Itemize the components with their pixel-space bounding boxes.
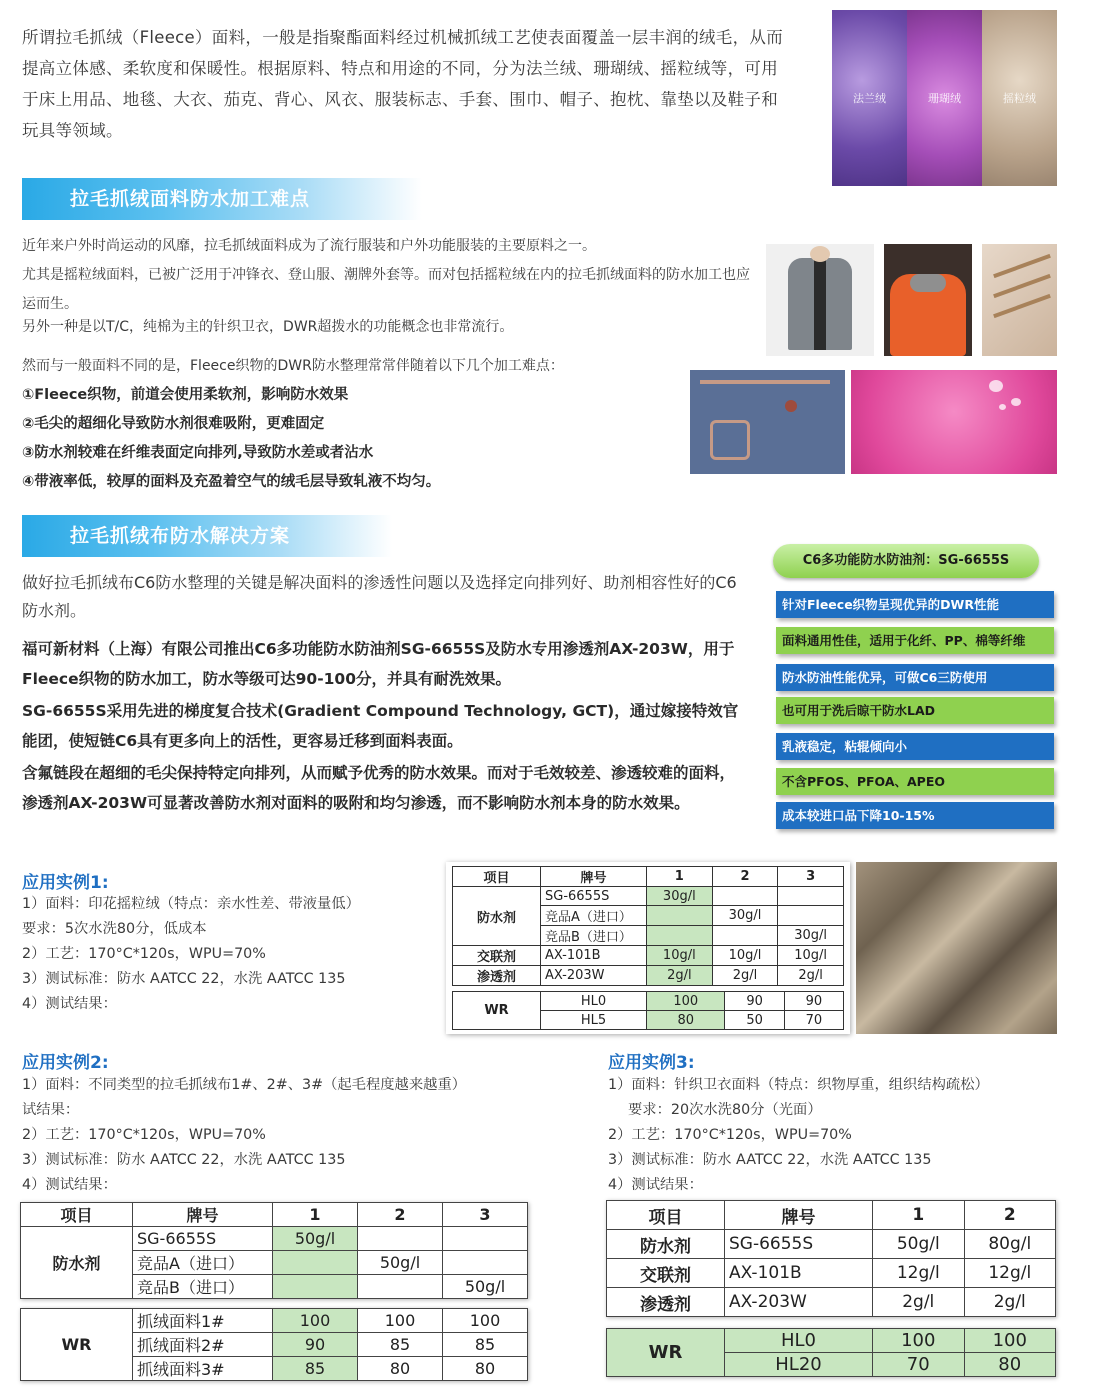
feature-4: 也可用于洗后晾干防水LAD (776, 697, 1054, 724)
table-cell (358, 1227, 443, 1251)
difficulty-point-3: ③防水剂较难在纤维表面定向排列,导致防水差或者沾水 (22, 445, 374, 461)
table-cell: 抓绒面料2# (133, 1333, 273, 1357)
row-label: WR (453, 992, 541, 1030)
table-header: 3 (778, 867, 844, 887)
row-label: WR (607, 1329, 725, 1377)
table-cell: 10g/l (647, 946, 713, 966)
table-cell: 10g/l (712, 946, 778, 966)
table-cell: HL5 (541, 1011, 647, 1030)
table-cell: 80 (443, 1357, 528, 1381)
example3-wr-table (606, 1328, 1056, 1377)
table-cell: 抓绒面料1# (133, 1309, 273, 1333)
example1-title: 应用实例1: (22, 873, 109, 893)
example3-line: 要求：20次水洗80分（光面） (628, 1102, 822, 1118)
table-cell: 12g/l (964, 1259, 1056, 1288)
section2-p4: 含氟链段在超细的毛尖保持特定向排列，从而赋予优秀的防水效果。而对于毛效较差、渗透较难的面料，渗透剂AX-203W可显著改善防水剂对面料的吸附和均匀渗透，而不影响防水剂本身的防水效果。 (22, 764, 736, 812)
row-label: 交联剂 (607, 1259, 725, 1288)
example2-line: 2）工艺：170°C*120s，WPU=70% (22, 1127, 266, 1143)
example1-line: 4）测试结果： (22, 996, 117, 1012)
example1-wr-table (452, 991, 844, 1030)
table-row (607, 1288, 1056, 1317)
table-cell (712, 887, 778, 906)
row-label: 防水剂 (21, 1227, 133, 1299)
table-cell: 80 (964, 1353, 1056, 1377)
hanger-photo (982, 244, 1057, 356)
intro-paragraph: 所谓拉毛抓绒（Fleece）面料，一般是指聚酯面料经过机械抓绒工艺使表面覆盖一层丰润的绒毛，从而提高立体感、柔软度和保暖性。根据原料、特点和用途的不同，分为法兰绒、珊瑚绒、摇粒绒等，可用于床上用品、地毯、大衣、茄克、背心、风衣、服装标志、手套、围巾、帽子、抱枕、靠垫以及鞋子和玩具等领域。 (22, 28, 784, 140)
example2-wr-table (20, 1308, 528, 1381)
example2-lines (22, 1073, 582, 1198)
table-cell: 2g/l (964, 1288, 1056, 1317)
orange-jacket-photo (884, 244, 972, 356)
example1-line: 要求：5次水洗80分，低成本 (22, 921, 207, 937)
example2-line: 3）测试标准：防水 AATCC 22，水洗 AATCC 135 (22, 1152, 346, 1168)
table-cell: 80g/l (964, 1230, 1056, 1259)
table-cell: AX-203W (725, 1288, 873, 1317)
table-cell: 80 (358, 1357, 443, 1381)
table-cell: 70 (784, 1011, 843, 1030)
row-label: 渗透剂 (607, 1288, 725, 1317)
example2-title: 应用实例2: (22, 1053, 109, 1073)
section2-p2: 福可新材料（上海）有限公司推出C6多功能防水防油剂SG-6655S及防水专用渗透剂AX-203W，用于Fleece织物的防水加工，防水等级可达90-100分，并具有耐洗效果。 (22, 640, 735, 688)
example3-lines (608, 1073, 1098, 1198)
coral-swatch (907, 10, 982, 186)
table-cell: 50 (725, 1011, 784, 1030)
table-cell (712, 926, 778, 946)
printed-fleece-photo (856, 862, 1057, 1034)
section1-banner: 拉毛抓绒面料防水加工难点 (22, 178, 422, 220)
table-cell: 30g/l (778, 926, 844, 946)
table-header: 项目 (21, 1203, 133, 1227)
table-row (607, 1230, 1056, 1259)
table-cell: 12g/l (873, 1259, 965, 1288)
polar-swatch (982, 10, 1057, 186)
table-header: 项目 (607, 1201, 725, 1230)
table-row (453, 966, 844, 986)
table-cell: 100 (647, 992, 725, 1011)
table-cell: 竞品B（进口） (541, 926, 647, 946)
table-cell (647, 906, 713, 926)
table-cell (778, 906, 844, 926)
table-cell: AX-101B (541, 946, 647, 966)
row-label: WR (21, 1309, 133, 1381)
blue-vest-photo (690, 370, 845, 474)
feature-2: 面料通用性佳，适用于化纤、PP、棉等纤维 (776, 627, 1054, 654)
fabric-swatch-photo (832, 10, 1057, 186)
table-cell (273, 1251, 358, 1275)
table-header: 3 (443, 1203, 528, 1227)
product-name: C6多功能防水防油剂：SG-6655S (802, 553, 1010, 568)
example3-line: 1）面料：针织卫衣面料（特点：织物厚重，组织结构疏松） (608, 1077, 989, 1093)
fabric-label-polar: 摇粒绒 (1003, 92, 1036, 105)
row-label: 渗透剂 (453, 966, 541, 986)
table-cell: HL0 (541, 992, 647, 1011)
table-header: 2 (964, 1201, 1056, 1230)
example1-lines (22, 892, 442, 1017)
table-cell: 70 (873, 1353, 965, 1377)
table-header: 项目 (453, 867, 541, 887)
table-cell: 2g/l (712, 966, 778, 986)
table-cell: 30g/l (712, 906, 778, 926)
table-cell: 50g/l (873, 1230, 965, 1259)
section1-p4: 然而与一般面料不同的是，Fleece织物的DWR防水整理常常伴随着以下几个加工难点： (22, 358, 564, 374)
table-cell: 100 (443, 1309, 528, 1333)
table-cell (358, 1275, 443, 1299)
table-cell: AX-101B (725, 1259, 873, 1288)
table-row (607, 1329, 1056, 1353)
table-cell: 竞品B（进口） (133, 1275, 273, 1299)
example3-line: 2）工艺：170°C*120s，WPU=70% (608, 1127, 852, 1143)
table-cell: 抓绒面料3# (133, 1357, 273, 1381)
table-cell: 2g/l (778, 966, 844, 986)
table-cell: 2g/l (647, 966, 713, 986)
table-cell: SG-6655S (541, 887, 647, 906)
example1-line: 1）面料：印花摇粒绒（特点：亲水性差、带液量低） (22, 896, 360, 912)
difficulty-point-2: ②毛尖的超细化导致防水剂很难吸附，更难固定 (22, 416, 325, 432)
example3-table (606, 1200, 1056, 1317)
row-label: 防水剂 (453, 887, 541, 946)
fabric-label-coral: 珊瑚绒 (928, 92, 961, 105)
example3-line: 3）测试标准：防水 AATCC 22，水洗 AATCC 135 (608, 1152, 932, 1168)
table-cell: SG-6655S (725, 1230, 873, 1259)
table-cell: 80 (647, 1011, 725, 1030)
feature-5: 乳液稳定，粘辊倾向小 (776, 733, 1054, 760)
row-label: 交联剂 (453, 946, 541, 966)
table-cell: 竞品A（进口） (541, 906, 647, 926)
table-cell: 100 (273, 1309, 358, 1333)
section1-p1: 近年来户外时尚运动的风靡，拉毛抓绒面料成为了流行服装和户外功能服装的主要原料之一。 (22, 238, 596, 254)
table-cell: 100 (964, 1329, 1056, 1353)
table-row (21, 1227, 528, 1251)
table-cell: 50g/l (358, 1251, 443, 1275)
table-header: 1 (647, 867, 713, 887)
flannel-swatch (832, 10, 907, 186)
section1-p2: 尤其是摇粒绒面料，已被广泛用于冲锋衣、登山服、潮牌外套等。而对包括摇粒绒在内的拉毛抓绒面料的防水加工也应运而生。 (22, 267, 750, 312)
table-cell: 10g/l (778, 946, 844, 966)
example1-table (452, 866, 844, 986)
table-cell (647, 926, 713, 946)
feature-1: 针对Fleece织物呈现优异的DWR性能 (776, 591, 1054, 618)
example2-table (20, 1202, 528, 1299)
example1-line: 3）测试标准：防水 AATCC 22，水洗 AATCC 135 (22, 971, 346, 987)
difficulty-point-4: ④带液率低，较厚的面料及充盈着空气的绒毛层导致轧液不均匀。 (22, 474, 441, 490)
section1-p3: 另外一种是以T/C，纯棉为主的针织卫衣，DWR超拨水的功能概念也非常流行。 (22, 319, 514, 335)
grey-jacket-photo (766, 244, 874, 356)
table-cell: 90 (273, 1333, 358, 1357)
table-cell: 100 (873, 1329, 965, 1353)
table-cell: 30g/l (647, 887, 713, 906)
section2-p3: SG-6655S采用先进的梯度复合技术(Gradient Compound Technology, GCT)，通过嫁接特效官能团，使短链C6具有更多向上的活性，更容易迁移到面料表面。 (22, 702, 739, 750)
example3-line: 4）测试结果： (608, 1177, 703, 1193)
feature-6: 不含PFOS、PFOA、APEO (776, 768, 1054, 795)
table-cell: 85 (358, 1333, 443, 1357)
table-row (453, 887, 844, 906)
fabric-label-flannel: 法兰绒 (853, 92, 886, 105)
table-cell: 90 (725, 992, 784, 1011)
table-cell (443, 1251, 528, 1275)
table-header: 1 (273, 1203, 358, 1227)
table-header: 2 (712, 867, 778, 887)
example1-line: 2）工艺：170°C*120s，WPU=70% (22, 946, 266, 962)
table-cell: HL0 (725, 1329, 873, 1353)
table-row (21, 1309, 528, 1333)
table-row (453, 946, 844, 966)
example2-line: 4）测试结果： (22, 1177, 117, 1193)
pink-fabric-water-photo (851, 370, 1057, 474)
table-cell (443, 1227, 528, 1251)
table-cell (778, 887, 844, 906)
table-cell: HL20 (725, 1353, 873, 1377)
table-row (453, 992, 844, 1011)
section2-banner: 拉毛抓绒布防水解决方案 (22, 515, 392, 557)
example2-line: 试结果： (22, 1102, 80, 1118)
table-header: 牌号 (133, 1203, 273, 1227)
example1-table-frame (446, 862, 850, 1034)
table-header: 牌号 (725, 1201, 873, 1230)
table-row (607, 1259, 1056, 1288)
table-cell: AX-203W (541, 966, 647, 986)
feature-7: 成本较进口品下降10-15% (776, 802, 1054, 829)
table-cell: 90 (784, 992, 843, 1011)
product-name-pill (773, 544, 1039, 578)
table-cell: 50g/l (273, 1227, 358, 1251)
table-header: 牌号 (541, 867, 647, 887)
table-cell: 85 (443, 1333, 528, 1357)
table-header: 1 (873, 1201, 965, 1230)
table-cell: SG-6655S (133, 1227, 273, 1251)
table-cell: 85 (273, 1357, 358, 1381)
table-header: 2 (358, 1203, 443, 1227)
feature-3: 防水防油性能优异，可做C6三防使用 (776, 664, 1054, 691)
section2-p1: 做好拉毛抓绒布C6防水整理的关键是解决面料的渗透性问题以及选择定向排列好、助剂相容性好的C6防水剂。 (22, 573, 737, 620)
table-cell: 50g/l (443, 1275, 528, 1299)
table-cell: 2g/l (873, 1288, 965, 1317)
example2-line: 1）面料：不同类型的拉毛抓绒布1#、2#、3#（起毛程度越来越重） (22, 1077, 467, 1093)
table-cell (273, 1275, 358, 1299)
table-cell: 100 (358, 1309, 443, 1333)
example3-title: 应用实例3: (608, 1053, 695, 1073)
table-cell: 竞品A（进口） (133, 1251, 273, 1275)
difficulty-point-1: ①Fleece织物，前道会使用柔软剂，影响防水效果 (22, 387, 349, 403)
row-label: 防水剂 (607, 1230, 725, 1259)
